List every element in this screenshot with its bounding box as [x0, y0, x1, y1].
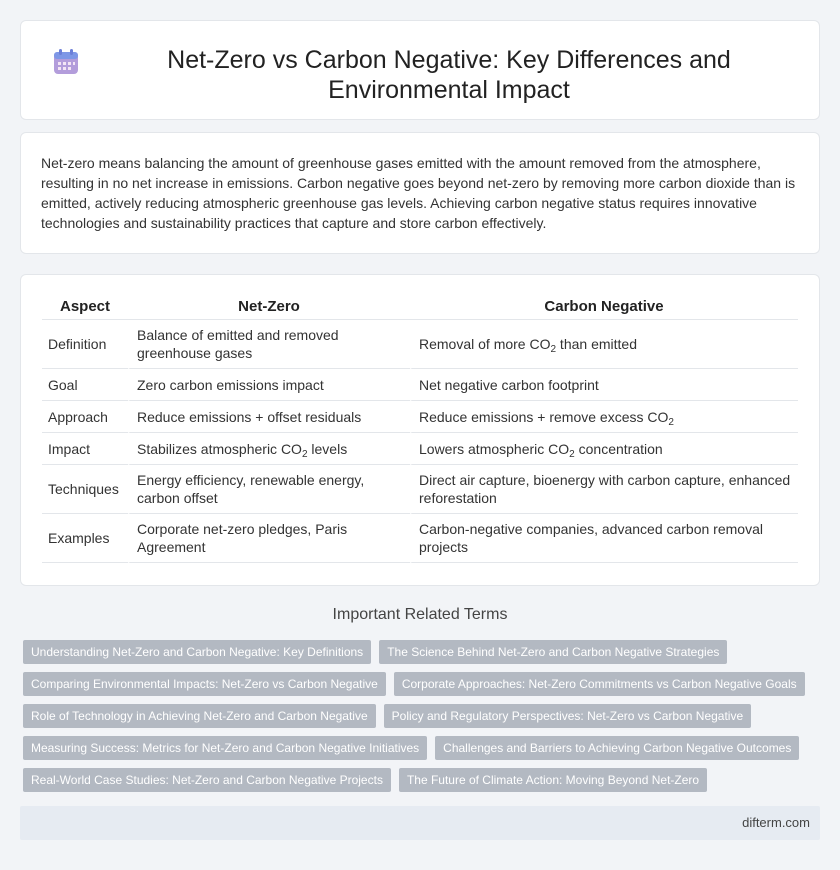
table-row	[42, 320, 798, 369]
cell-net-zero: Reduce emissions + offset residuals	[128, 401, 410, 433]
cell-aspect: Approach	[42, 401, 128, 433]
cell-carbon-negative: Net negative carbon footprint	[410, 369, 798, 401]
header-carbon-negative: Carbon Negative	[410, 293, 798, 320]
related-term-link[interactable]: Understanding Net-Zero and Carbon Negative: Key Definitions	[23, 640, 371, 664]
header-card	[20, 20, 820, 120]
related-terms-title: Important Related Terms	[332, 606, 508, 623]
header-net-zero: Net-Zero	[128, 293, 410, 320]
related-term-link[interactable]: The Science Behind Net-Zero and Carbon Negative Strategies	[379, 640, 727, 664]
header-aspect: Aspect	[42, 293, 128, 320]
comparison-card	[20, 274, 820, 586]
footer	[20, 806, 820, 840]
footer-site-link[interactable]: difterm.com	[742, 815, 810, 830]
related-term-link[interactable]: Real-World Case Studies: Net-Zero and Carbon Negative Projects	[23, 768, 391, 792]
related-term-link[interactable]: Role of Technology in Achieving Net-Zero and Carbon Negative	[23, 704, 376, 728]
table-row	[42, 369, 798, 401]
cell-carbon-negative: Reduce emissions + remove excess $CO_2$	[410, 401, 798, 433]
related-term-link[interactable]: Policy and Regulatory Perspectives: Net-Zero vs Carbon Negative	[384, 704, 752, 728]
cell-net-zero: Corporate net-zero pledges, Paris Agreement	[128, 514, 410, 563]
page-title: Net-Zero vs Carbon Negative: Key Differences and Environmental Impact	[167, 46, 731, 104]
cell-carbon-negative: Direct air capture, bioenergy with carbon capture, enhanced reforestation	[410, 465, 798, 514]
related-term-link[interactable]: Corporate Approaches: Net-Zero Commitments vs Carbon Negative Goals	[394, 672, 805, 696]
related-terms-list	[23, 640, 823, 800]
intro-card	[20, 132, 820, 254]
related-term-link[interactable]: Challenges and Barriers to Achieving Carbon Negative Outcomes	[435, 736, 799, 760]
table-row	[42, 514, 798, 563]
table-row	[42, 433, 798, 465]
calendar-icon	[51, 47, 81, 77]
table-row	[42, 465, 798, 514]
related-term-link[interactable]: Measuring Success: Metrics for Net-Zero and Carbon Negative Initiatives	[23, 736, 427, 760]
cell-aspect: Techniques	[42, 465, 128, 514]
cell-net-zero: Balance of emitted and removed greenhouse gases	[128, 320, 410, 369]
cell-aspect: Definition	[42, 320, 128, 369]
cell-aspect: Goal	[42, 369, 128, 401]
intro-paragraph: Net-zero means balancing the amount of greenhouse gases emitted with the amount removed from the atmosphere, resulting in no net increase in emissions. Carbon negative goes beyond net-zero by removing more carbon dioxide than is emitted, actively reducing atmospheric greenhouse gas levels. Achieving carbon negative status requires innovative technologies and sustainability practices that capture and store carbon effectively.	[41, 155, 796, 231]
cell-carbon-negative: Removal of more $CO_2$ than emitted	[410, 320, 798, 369]
comparison-table	[42, 293, 798, 563]
cell-aspect: Examples	[42, 514, 128, 563]
cell-net-zero: Zero carbon emissions impact	[128, 369, 410, 401]
cell-carbon-negative: Lowers atmospheric $CO_2$ concentration	[410, 433, 798, 465]
table-row	[42, 401, 798, 433]
table-header-row	[42, 293, 798, 320]
cell-net-zero: Energy efficiency, renewable energy, carbon offset	[128, 465, 410, 514]
cell-net-zero: Stabilizes atmospheric $CO_2$ levels	[128, 433, 410, 465]
cell-aspect: Impact	[42, 433, 128, 465]
cell-carbon-negative: Carbon-negative companies, advanced carbon removal projects	[410, 514, 798, 563]
related-term-link[interactable]: The Future of Climate Action: Moving Beyond Net-Zero	[399, 768, 707, 792]
related-term-link[interactable]: Comparing Environmental Impacts: Net-Zero vs Carbon Negative	[23, 672, 386, 696]
